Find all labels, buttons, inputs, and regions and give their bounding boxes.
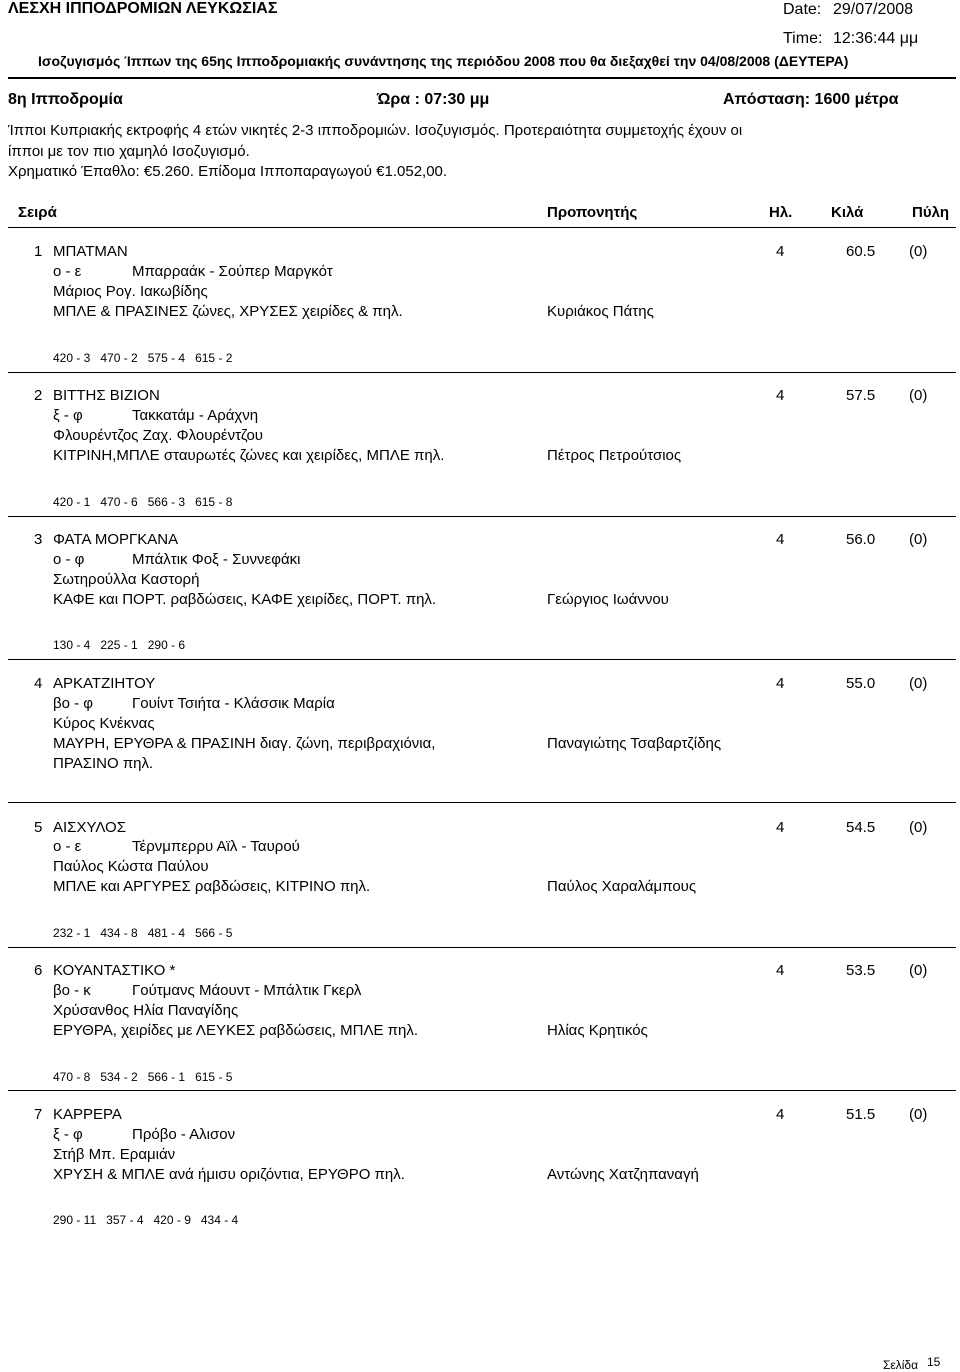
horse-name: ΚΑΡΡΕΡΑ (53, 1106, 122, 1123)
horse-sex: ξ - φ (53, 407, 83, 424)
horse-pedigree: Πρόβο - Αλισον (132, 1126, 236, 1143)
entry-divider (8, 802, 956, 803)
horse-name: ΑΡΚΑΤΖΙΗΤΟΥ (53, 675, 156, 692)
horse-weight: 57.5 (846, 387, 876, 404)
race-description-line: Χρηματικό Έπαθλο: €5.260. Επίδομα Ιπποπαραγωγού €1.052,00. (8, 163, 448, 180)
horse-pedigree: Τέρνμπερρυ Αϊλ - Ταυρού (132, 838, 300, 855)
header-divider (8, 77, 956, 79)
horse-age: 4 (776, 1106, 785, 1123)
horse-colors: ΜΠΛΕ & ΠΡΑΣΙΝΕΣ ζώνες, ΧΡΥΣΕΣ χειρίδες & πηλ. (53, 303, 403, 320)
horse-age: 4 (776, 387, 785, 404)
horse-trainer: Αντώνης Χατζηπαναγή (547, 1166, 699, 1183)
horse-number: 5 (34, 819, 43, 836)
horse-pedigree: Γούτμανς Μάουντ - Μπάλτικ Γκερλ (132, 982, 362, 999)
horse-history: 130 - 4 225 - 1 290 - 6 (53, 638, 186, 652)
horse-gate: (0) (909, 1106, 928, 1123)
race-number: 8η Ιπποδρομία (8, 91, 123, 108)
horse-weight: 54.5 (846, 819, 876, 836)
horse-gate: (0) (909, 675, 928, 692)
column-header-age: Ηλ. (769, 204, 793, 221)
club-title: ΛΕΣΧΗ ΙΠΠΟΔΡΟΜΙΩΝ ΛΕΥΚΩΣΙΑΣ (8, 0, 278, 17)
horse-weight: 55.0 (846, 675, 876, 692)
horse-age: 4 (776, 243, 785, 260)
horse-trainer: Κυριάκος Πάτης (547, 303, 654, 320)
horse-pedigree: Γουίντ Τσιήτα - Κλάσσικ Μαρία (132, 695, 335, 712)
horse-number: 7 (34, 1106, 43, 1123)
horse-gate: (0) (909, 387, 928, 404)
horse-sex: βο - φ (53, 695, 94, 712)
horse-owner: Μάριος Ρογ. Ιακωβίδης (53, 283, 208, 300)
horse-sex: βο - κ (53, 982, 91, 999)
horse-colors: ΠΡΑΣΙΝΟ πηλ. (53, 755, 154, 772)
horse-trainer: Γεώργιος Ιωάννου (547, 591, 669, 608)
horse-owner: Φλουρέντζος Ζαχ. Φλουρέντζου (53, 427, 263, 444)
horse-history: 420 - 3 470 - 2 575 - 4 615 - 2 (53, 351, 233, 365)
horse-sex: ο - φ (53, 551, 85, 568)
horse-age: 4 (776, 675, 785, 692)
page-label: Σελίδα (883, 1358, 919, 1372)
entry-divider (8, 947, 956, 948)
horse-weight: 56.0 (846, 531, 876, 548)
horse-number: 6 (34, 962, 43, 979)
horse-history: 470 - 8 534 - 2 566 - 1 615 - 5 (53, 1070, 233, 1084)
horse-colors: ΚΙΤΡΙΝΗ,ΜΠΛΕ σταυρωτές ζώνες και χειρίδες, ΜΠΛΕ πηλ. (53, 447, 445, 464)
horse-sex: ο - ε (53, 838, 82, 855)
column-header-weight: Κιλά (831, 204, 864, 221)
entry-divider (8, 659, 956, 660)
horse-weight: 51.5 (846, 1106, 876, 1123)
horse-colors: ΜΑΥΡΗ, ΕΡΥΘΡΑ & ΠΡΑΣΙΝΗ διαγ. ζώνη, περιβραχιόνια, (53, 735, 436, 752)
column-header-trainer: Προπονητής (547, 204, 638, 221)
horse-history: 232 - 1 434 - 8 481 - 4 566 - 5 (53, 926, 233, 940)
horse-name: ΜΠΑΤΜΑΝ (53, 243, 128, 260)
horse-gate: (0) (909, 819, 928, 836)
column-header-divider (8, 227, 956, 228)
race-time: Ώρα : 07:30 μμ (377, 91, 490, 108)
horse-owner: Κύρος Κνέκνας (53, 715, 155, 732)
horse-colors: ΜΠΛΕ και ΑΡΓΥΡΕΣ ραβδώσεις, ΚΙΤΡΙΝΟ πηλ. (53, 878, 371, 895)
horse-name: ΚΟΥΑΝΤΑΣΤΙΚΟ * (53, 962, 176, 979)
horse-gate: (0) (909, 962, 928, 979)
horse-weight: 53.5 (846, 962, 876, 979)
horse-age: 4 (776, 962, 785, 979)
horse-pedigree: Μπαρραάκ - Σούπερ Μαργκότ (132, 263, 333, 280)
entry-divider (8, 1090, 956, 1091)
horse-age: 4 (776, 531, 785, 548)
page-number: 15 (927, 1355, 941, 1369)
meeting-subtitle: Ισοζυγισμός Ίππων της 65ης Ιπποδρομιακής συνάντησης της περιόδου 2008 που θα διεξαχθεί την 04/08/2008 (ΔΕΥΤΕΡΑ) (38, 53, 849, 69)
column-header-gate: Πύλη (912, 204, 950, 221)
entry-divider (8, 516, 956, 517)
horse-number: 3 (34, 531, 43, 548)
horse-name: ΑΙΣΧΥΛΟΣ (53, 819, 126, 836)
horse-colors: ΚΑΦΕ και ΠΟΡΤ. ραβδώσεις, ΚΑΦΕ χειρίδες, ΠΟΡΤ. πηλ. (53, 591, 437, 608)
horse-colors: ΧΡΥΣΗ & ΜΠΛΕ ανά ήμισυ οριζόντια, ΕΡΥΘΡΟ πηλ. (53, 1166, 405, 1183)
date-label: Date: (783, 1, 822, 18)
race-description-line: ίπποι με τον πιο χαμηλό Ισοζυγισμό. (8, 143, 250, 160)
horse-trainer: Παναγιώτης Τσαβαρτζίδης (547, 735, 722, 752)
horse-number: 4 (34, 675, 43, 692)
horse-owner: Στήβ Μπ. Εραμιάν (53, 1146, 176, 1163)
horse-gate: (0) (909, 243, 928, 260)
entry-divider (8, 372, 956, 373)
horse-history: 420 - 1 470 - 6 566 - 3 615 - 8 (53, 495, 233, 509)
horse-gate: (0) (909, 531, 928, 548)
horse-pedigree: Τακκατάμ - Αράχνη (132, 407, 259, 424)
horse-trainer: Πέτρος Πετρούτσιος (547, 447, 682, 464)
time-label: Time: (783, 30, 823, 47)
horse-owner: Παύλος Κώστα Παύλου (53, 858, 209, 875)
horse-pedigree: Μπάλτικ Φοξ - Συννεφάκι (132, 551, 301, 568)
horse-sex: ξ - φ (53, 1126, 83, 1143)
horse-name: ΒΙΤΤΗΣ ΒΙΖΙΟΝ (53, 387, 160, 404)
horse-number: 2 (34, 387, 43, 404)
horse-colors: ΕΡΥΘΡΑ, χειρίδες με ΛΕΥΚΕΣ ραβδώσεις, ΜΠΛΕ πηλ. (53, 1022, 419, 1039)
race-distance: Απόσταση: 1600 μέτρα (723, 91, 899, 108)
horse-owner: Σωτηρούλλα Καστορή (53, 571, 200, 588)
horse-age: 4 (776, 819, 785, 836)
date-value: 29/07/2008 (833, 1, 914, 18)
column-header-order: Σειρά (18, 204, 57, 221)
horse-name: ΦΑΤΑ ΜΟΡΓΚΑΝΑ (53, 531, 179, 548)
horse-number: 1 (34, 243, 43, 260)
horse-trainer: Παύλος Χαραλάμπους (547, 878, 697, 895)
time-value: 12:36:44 μμ (833, 30, 919, 47)
horse-owner: Χρύσανθος Ηλία Παναγίδης (53, 1002, 239, 1019)
horse-trainer: Ηλίας Κρητικός (547, 1022, 648, 1039)
horse-sex: ο - ε (53, 263, 82, 280)
horse-weight: 60.5 (846, 243, 876, 260)
horse-history: 290 - 11 357 - 4 420 - 9 434 - 4 (53, 1213, 239, 1227)
race-description-line: Ίπποι Κυπριακής εκτροφής 4 ετών νικητές 2-3 ιπποδρομιών. Ισοζυγισμός. Προτεραιότητα συμμετοχής έχουν οι (8, 122, 743, 139)
